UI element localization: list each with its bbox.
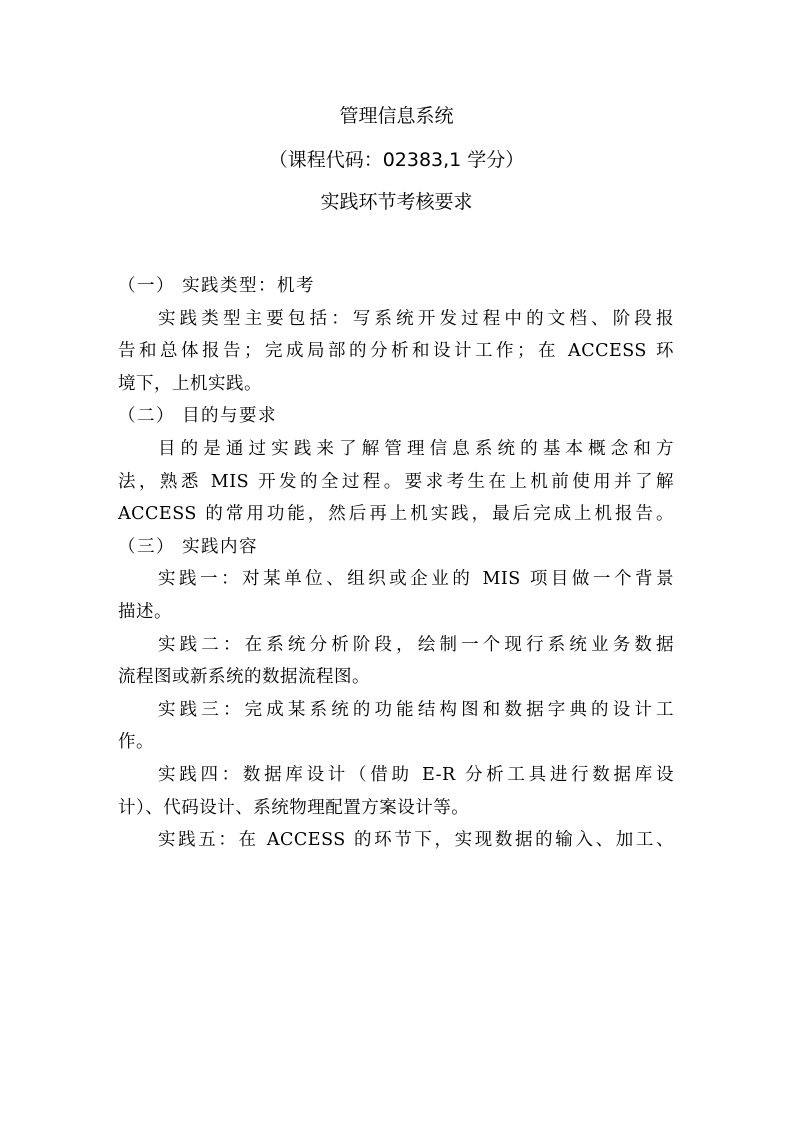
paragraph-line: 告和总体报告；完成局部的分析和设计工作；在 ACCESS 环 <box>118 341 674 362</box>
paragraph-line: 实践二：在系统分析阶段，绘制一个现行系统业务数据 <box>158 634 674 655</box>
paragraph-line: ACCESS 的常用功能，然后再上机实践，最后完成上机报告。 <box>118 504 674 525</box>
section-heading-goals: （二） 目的与要求 <box>118 406 278 427</box>
document-body <box>118 270 674 857</box>
paragraph-line: 实践四：数据库设计（借助 E-R 分析工具进行数据库设 <box>158 764 674 785</box>
paragraph-line: 实践一：对某单位、组织或企业的 MIS 项目做一个背景 <box>158 569 674 590</box>
document-title: 管理信息系统 <box>339 105 454 127</box>
paragraph-line: 计）、代码设计、系统物理配置方案设计等。 <box>118 797 470 818</box>
paragraph-line: 作。 <box>118 732 154 753</box>
paragraph-line: 流程图或新系统的数据流程图。 <box>118 667 370 688</box>
paragraph-line: 实践五：在 ACCESS 的环节下，实现数据的输入、加工、 <box>158 830 674 851</box>
section-heading-practice-type: （一） 实践类型：机考 <box>118 276 316 296</box>
paragraph-line: 法，熟悉 MIS 开发的全过程。要求考生在上机前使用并了解 <box>118 471 674 492</box>
paragraph-line: 实践三：完成某系统的功能结构图和数据字典的设计工 <box>158 699 674 720</box>
section-heading-content: （三） 实践内容 <box>118 536 259 557</box>
document-subtitle: 实践环节考核要求 <box>320 191 473 213</box>
paragraph-line: 目的是通过实践来了解管理信息系统的基本概念和方 <box>158 438 674 459</box>
course-info: （课程代码：02383,1 学分） <box>268 149 525 171</box>
paragraph-line: 境下，上机实践。 <box>118 373 262 394</box>
paragraph-line: 描述。 <box>118 601 172 622</box>
paragraph-line: 实践类型主要包括：写系统开发过程中的文档、阶段报 <box>158 308 674 329</box>
